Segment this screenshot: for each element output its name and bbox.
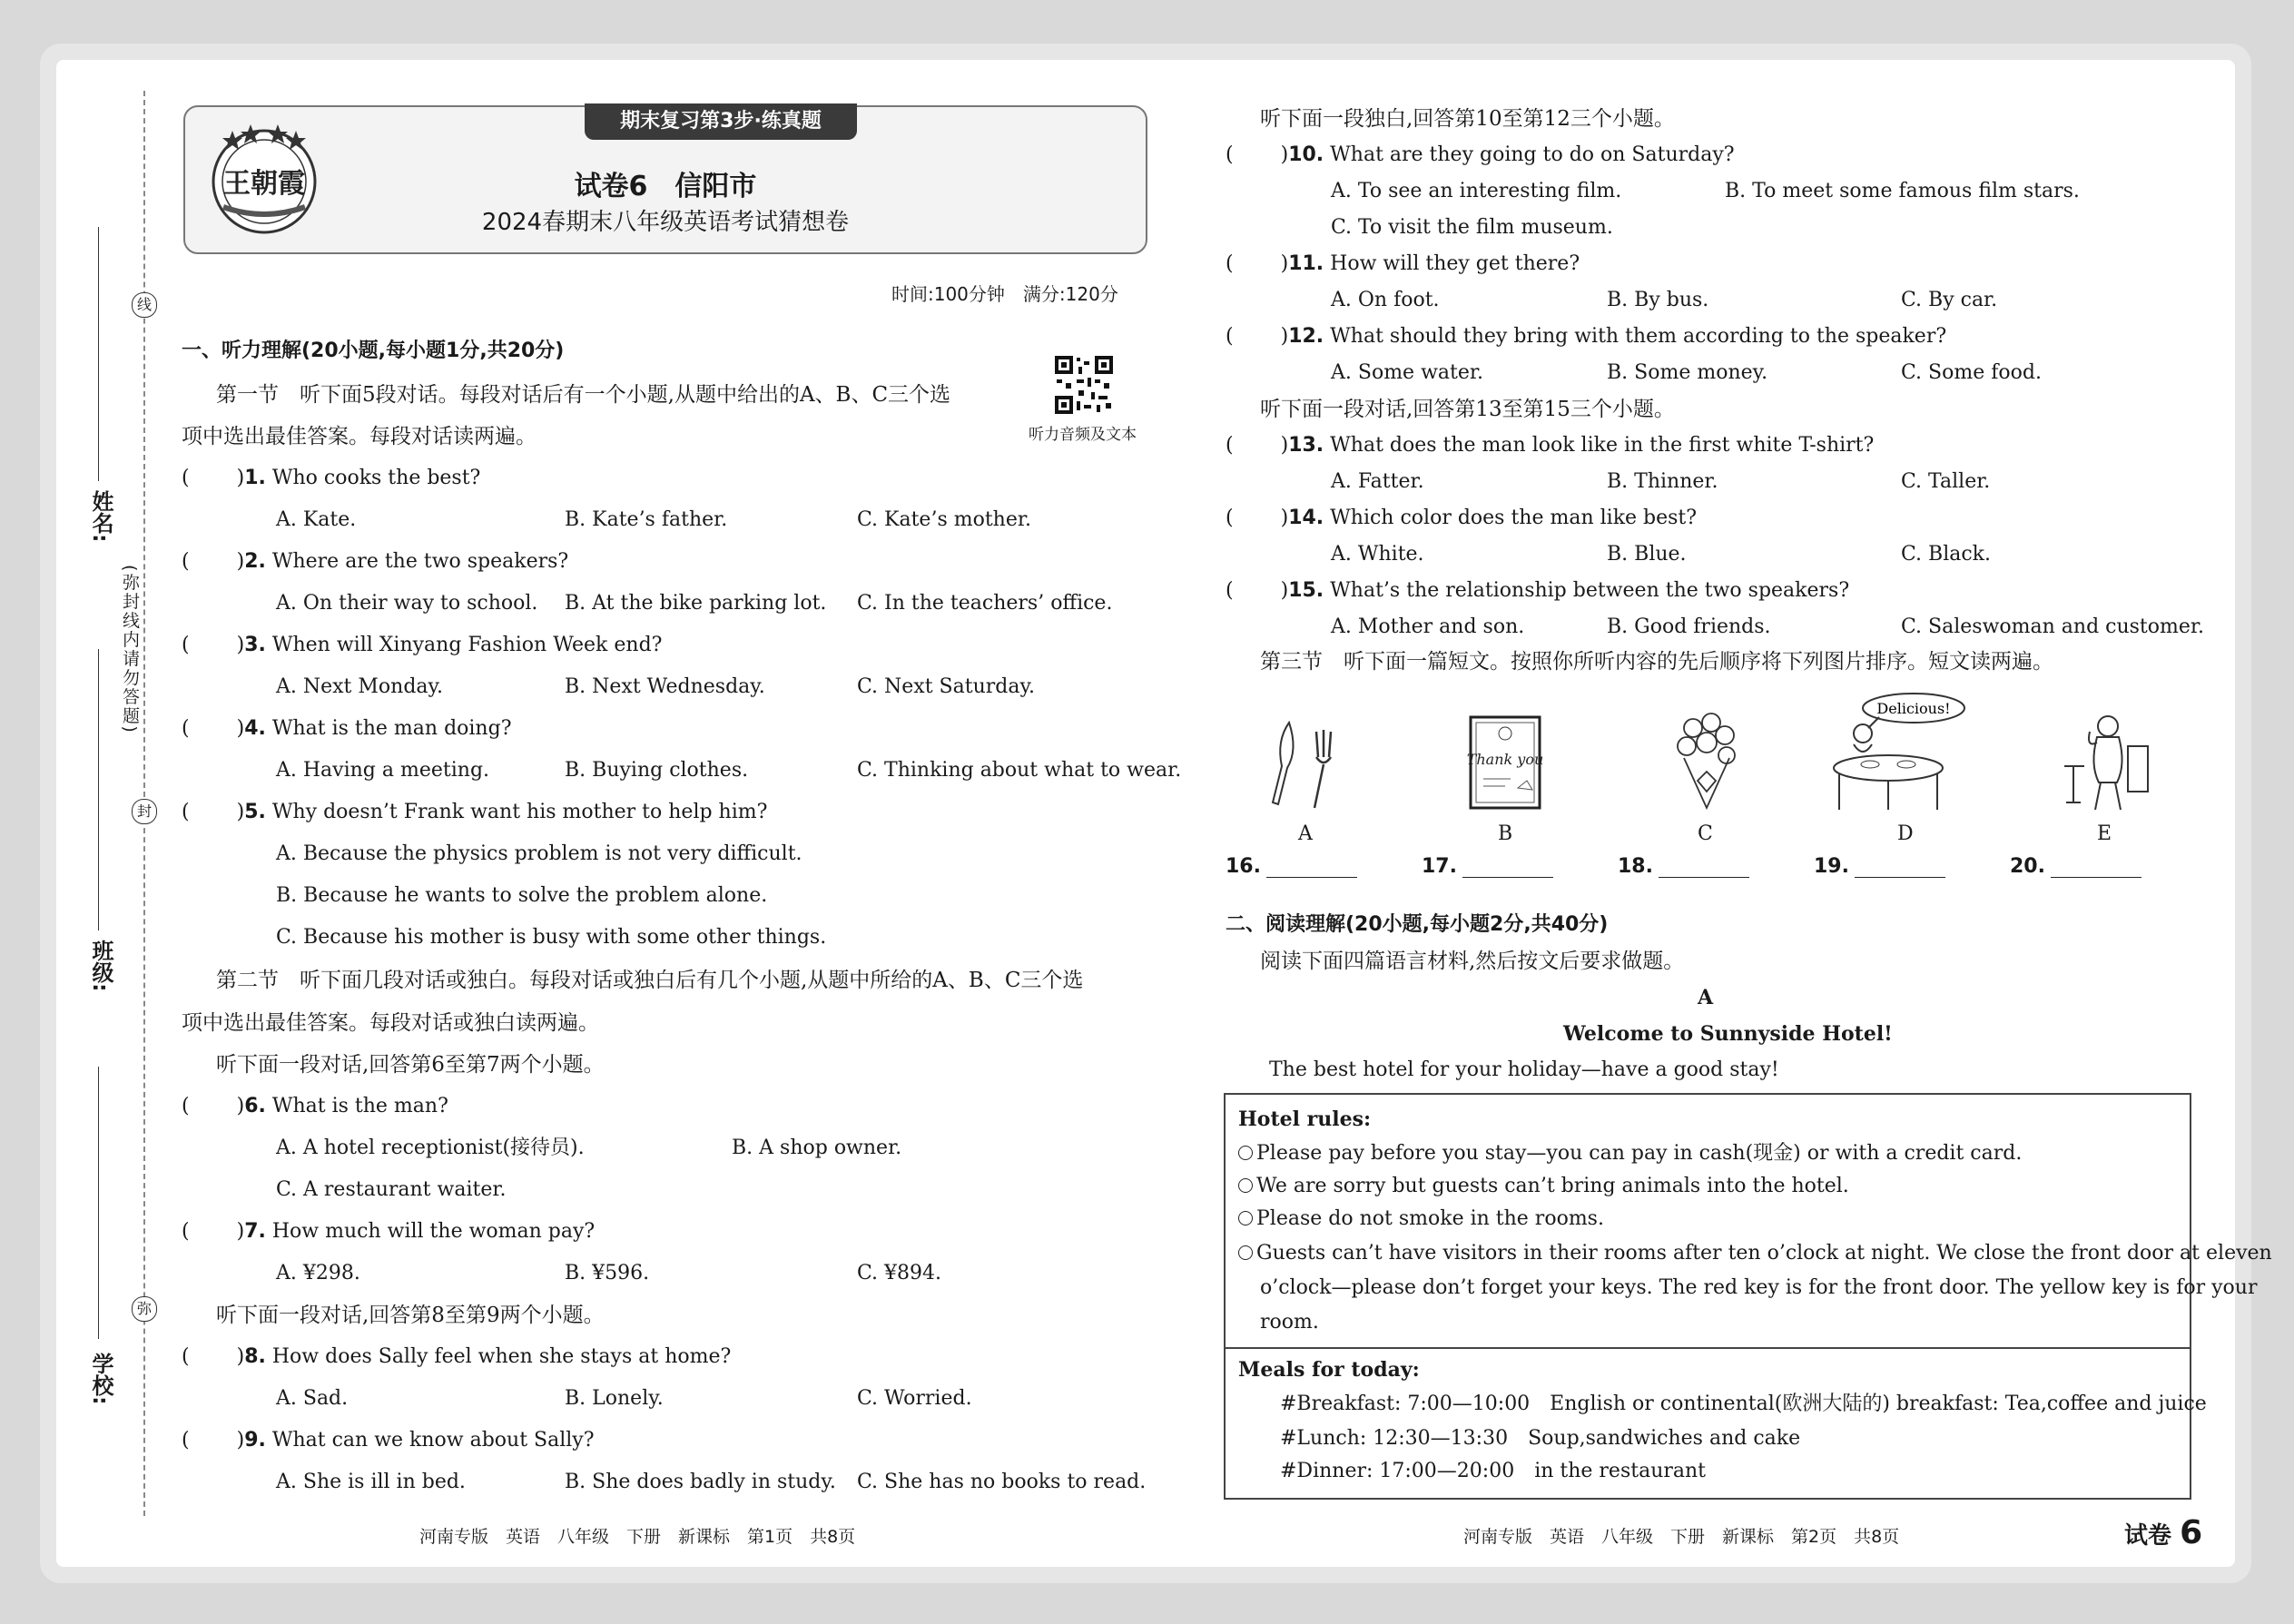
passage-label: A: [1698, 986, 1714, 1009]
hotel-rule-4: Guests can’t have visitors in their rooms after ten o’clock at night. We close the front door at eleven: [1238, 1240, 2272, 1267]
q6-option-c: C. A restaurant waiter.: [276, 1178, 507, 1201]
hotel-rule-3: Please do not smoke in the rooms.: [1238, 1206, 1604, 1233]
q2-option-c: C. In the teachers’ office.: [857, 592, 1113, 615]
dialogue-intro-6-7: 听下面一段对话,回答第6至第7两个小题。: [216, 1053, 605, 1077]
q15-option-b: B. Good friends.: [1607, 615, 1771, 638]
question-10: ( )10. What are they going to do on Saturday?: [1226, 143, 1735, 166]
question-12: ( )12. What should they bring with them according to the speaker?: [1226, 325, 1947, 348]
q12-option-c: C. Some food.: [1901, 361, 2042, 384]
q3-option-c: C. Next Saturday.: [857, 675, 1035, 698]
bullet-circle-icon: [1238, 1245, 1253, 1260]
q9-option-b: B. She does badly in study.: [565, 1471, 836, 1493]
question-2: ( )2. Where are the two speakers?: [182, 550, 569, 573]
picture-label-b: B: [1498, 822, 1513, 845]
q7-option-b: B. ¥596.: [565, 1262, 650, 1284]
exam-time-score: 时间:100分钟 满分:120分: [891, 283, 1118, 305]
meal-dinner: #Dinner: 17:00—20:00 in the restaurant: [1280, 1460, 1707, 1482]
q14-option-b: B. Blue.: [1607, 543, 1687, 566]
q3-option-b: B. Next Wednesday.: [565, 675, 765, 698]
bullet-circle-icon: [1238, 1178, 1253, 1193]
card-text: Thank you: [1466, 751, 1544, 768]
passage-title: Welcome to Sunnyside Hotel!: [1563, 1022, 1893, 1046]
q8-option-b: B. Lonely.: [565, 1387, 664, 1410]
q11-option-c: C. By car.: [1901, 289, 1998, 311]
q6-option-a: A. A hotel receptionist(接待员).: [276, 1137, 585, 1159]
page-footer-right: 河南专版 英语 八年级 下册 新课标 第2页 共8页: [1463, 1527, 1900, 1547]
question-8: ( )8. How does Sally feel when she stays at home?: [182, 1345, 732, 1368]
class-field-label: 班级:: [88, 940, 113, 992]
review-step-tag: 期末复习第3步·练真题: [585, 103, 857, 140]
question-3: ( )3. When will Xinyang Fashion Week end?: [182, 634, 663, 656]
monologue-intro-10-12: 听下面一段独白,回答第10至第12三个小题。: [1260, 107, 1675, 131]
q1-option-c: C. Kate’s mother.: [857, 508, 1031, 531]
answer-20[interactable]: 20.: [2010, 855, 2141, 878]
question-11: ( )11. How will they get there?: [1226, 252, 1580, 275]
q5-option-b: B. Because he wants to solve the problem alone.: [276, 884, 768, 907]
q15-option-a: A. Mother and son.: [1331, 615, 1525, 638]
q7-option-a: A. ¥298.: [276, 1262, 360, 1284]
name-field-line[interactable]: [98, 227, 99, 481]
meals-title: Meals for today:: [1238, 1358, 1420, 1382]
hotel-rule-1: Please pay before you stay—you can pay in cash(现金) or with a credit card.: [1238, 1140, 2022, 1167]
thank-you-card-icon: [1465, 714, 1547, 813]
reading-instructions: 阅读下面四篇语言材料,然后按文后要求做题。: [1260, 950, 1685, 973]
binding-label-xian: 线: [132, 292, 157, 318]
exam-header: [183, 105, 1147, 254]
answer-17[interactable]: 17.: [1422, 855, 1553, 878]
answer-19[interactable]: 19.: [1814, 855, 1945, 878]
bullet-circle-icon: [1238, 1211, 1253, 1225]
hotel-rules-title: Hotel rules:: [1238, 1107, 1372, 1131]
q11-option-b: B. By bus.: [1607, 289, 1709, 311]
answer-18[interactable]: 18.: [1618, 855, 1749, 878]
q14-option-c: C. Black.: [1901, 543, 1991, 566]
q10-option-b: B. To meet some famous film stars.: [1725, 180, 2080, 202]
question-6: ( )6. What is the man?: [182, 1095, 448, 1117]
q3-option-a: A. Next Monday.: [276, 675, 444, 698]
flower-bouquet-icon: [1661, 708, 1752, 813]
question-1: ( )1. Who cooks the best?: [182, 467, 481, 489]
dialogue-intro-8-9: 听下面一段对话,回答第8至第9两个小题。: [216, 1304, 605, 1327]
part1-instructions-line2: 项中选出最佳答案。每段对话读两遍。: [182, 425, 537, 448]
q13-option-c: C. Taller.: [1901, 470, 1991, 493]
section-listening-title: 一、听力理解(20小题,每小题1分,共20分): [182, 340, 565, 362]
q15-option-c: C. Saleswoman and customer.: [1901, 615, 2204, 638]
question-5: ( )5. Why doesn’t Frank want his mother to help him?: [182, 801, 768, 823]
picture-label-a: A: [1298, 822, 1313, 845]
knife-fork-icon: [1262, 714, 1353, 813]
page-footer-left: 河南专版 英语 八年级 下册 新课标 第1页 共8页: [419, 1527, 856, 1547]
question-13: ( )13. What does the man look like in the first white T-shirt?: [1226, 434, 1875, 457]
part1-instructions-line1: 第一节 听下面5段对话。每段对话后有一个小题,从题中给出的A、B、C三个选: [216, 383, 951, 407]
q5-option-a: A. Because the physics problem is not very difficult.: [276, 842, 802, 865]
box-divider: [1226, 1347, 2190, 1349]
school-field-line[interactable]: [98, 1067, 99, 1339]
qr-code-icon[interactable]: [1055, 356, 1113, 414]
q1-option-a: A. Kate.: [276, 508, 357, 531]
q2-option-a: A. On their way to school.: [276, 592, 538, 615]
woman-phone-icon: [2053, 710, 2153, 815]
svg-text:王朝霞: 王朝霞: [223, 168, 305, 200]
q10-option-c: C. To visit the film museum.: [1331, 216, 1613, 239]
binding-label-mi: 弥: [132, 1296, 157, 1322]
q8-option-c: C. Worried.: [857, 1387, 972, 1410]
q13-option-a: A. Fatter.: [1331, 470, 1424, 493]
dining-table-icon: [1825, 692, 1988, 815]
q10-option-a: A. To see an interesting film.: [1331, 180, 1622, 202]
q13-option-b: B. Thinner.: [1607, 470, 1718, 493]
q7-option-c: C. ¥894.: [857, 1262, 942, 1284]
passage-subtitle: The best hotel for your holiday—have a good stay!: [1269, 1058, 1779, 1081]
dialogue-intro-13-15: 听下面一段对话,回答第13至第15三个小题。: [1260, 398, 1675, 421]
q2-option-b: B. At the bike parking lot.: [565, 592, 827, 615]
q11-option-a: A. On foot.: [1331, 289, 1440, 311]
name-field-label: 姓名:: [88, 490, 113, 543]
q1-option-b: B. Kate’s father.: [565, 508, 728, 531]
q8-option-a: A. Sad.: [276, 1387, 349, 1410]
question-15: ( )15. What’s the relationship between the two speakers?: [1226, 579, 1850, 602]
part3-instructions: 第三节 听下面一篇短文。按照你所听内容的先后顺序将下列图片排序。短文读两遍。: [1260, 650, 2053, 674]
question-4: ( )4. What is the man doing?: [182, 717, 512, 740]
picture-label-d: D: [1897, 822, 1914, 845]
exam-subtitle: 2024春期末八年级英语考试猜想卷: [481, 209, 850, 236]
hotel-rule-4-end: room.: [1260, 1311, 1319, 1334]
qr-caption: 听力音频及文本: [1029, 426, 1137, 444]
bullet-circle-icon: [1238, 1146, 1253, 1160]
question-9: ( )9. What can we know about Sally?: [182, 1429, 595, 1452]
q14-option-a: A. White.: [1331, 543, 1424, 566]
hotel-rule-2: We are sorry but guests can’t bring animals into the hotel.: [1238, 1173, 1849, 1200]
meal-lunch: #Lunch: 12:30—13:30 Soup,sandwiches and cake: [1280, 1427, 1801, 1450]
picture-label-c: C: [1698, 822, 1713, 845]
hotel-rule-4-cont: o’clock—please don’t forget your keys. The red key is for the front door. The yellow key is for your: [1260, 1276, 2258, 1299]
q4-option-b: B. Buying clothes.: [565, 759, 749, 782]
q6-option-b: B. A shop owner.: [732, 1137, 902, 1159]
q4-option-a: A. Having a meeting.: [276, 759, 490, 782]
picture-label-e: E: [2097, 822, 2112, 845]
paper-number-badge: 试卷 6: [2124, 1514, 2203, 1551]
binding-label-feng: 封: [132, 799, 157, 824]
school-field-label: 学校:: [88, 1353, 113, 1405]
meal-breakfast: #Breakfast: 7:00—10:00 English or continental(欧洲大陆的) breakfast: Tea,coffee and juice: [1280, 1393, 2207, 1415]
part2-instructions-line1: 第二节 听下面几段对话或独白。每段对话或独白后有几个小题,从题中所给的A、B、C三个选: [216, 969, 1084, 992]
question-7: ( )7. How much will the woman pay?: [182, 1220, 596, 1243]
q5-option-c: C. Because his mother is busy with some other things.: [276, 926, 827, 949]
part2-instructions-line2: 项中选出最佳答案。每段对话或独白读两遍。: [182, 1011, 599, 1035]
q9-option-a: A. She is ill in bed.: [276, 1471, 466, 1493]
question-14: ( )14. Which color does the man like best?: [1226, 507, 1698, 529]
q9-option-c: C. She has no books to read.: [857, 1471, 1147, 1493]
section-reading-title: 二、阅读理解(20小题,每小题2分,共40分): [1226, 913, 1609, 936]
exam-title: 试卷6 信阳市: [574, 171, 757, 202]
speech-bubble-text: Delicious!: [1876, 700, 1951, 717]
class-field-line[interactable]: [98, 649, 99, 930]
q12-option-a: A. Some water.: [1331, 361, 1483, 384]
binding-notice: (弥封线内请勿答题): [120, 565, 140, 734]
q12-option-b: B. Some money.: [1607, 361, 1768, 384]
answer-16[interactable]: 16.: [1226, 855, 1357, 878]
q4-option-c: C. Thinking about what to wear.: [857, 759, 1182, 782]
